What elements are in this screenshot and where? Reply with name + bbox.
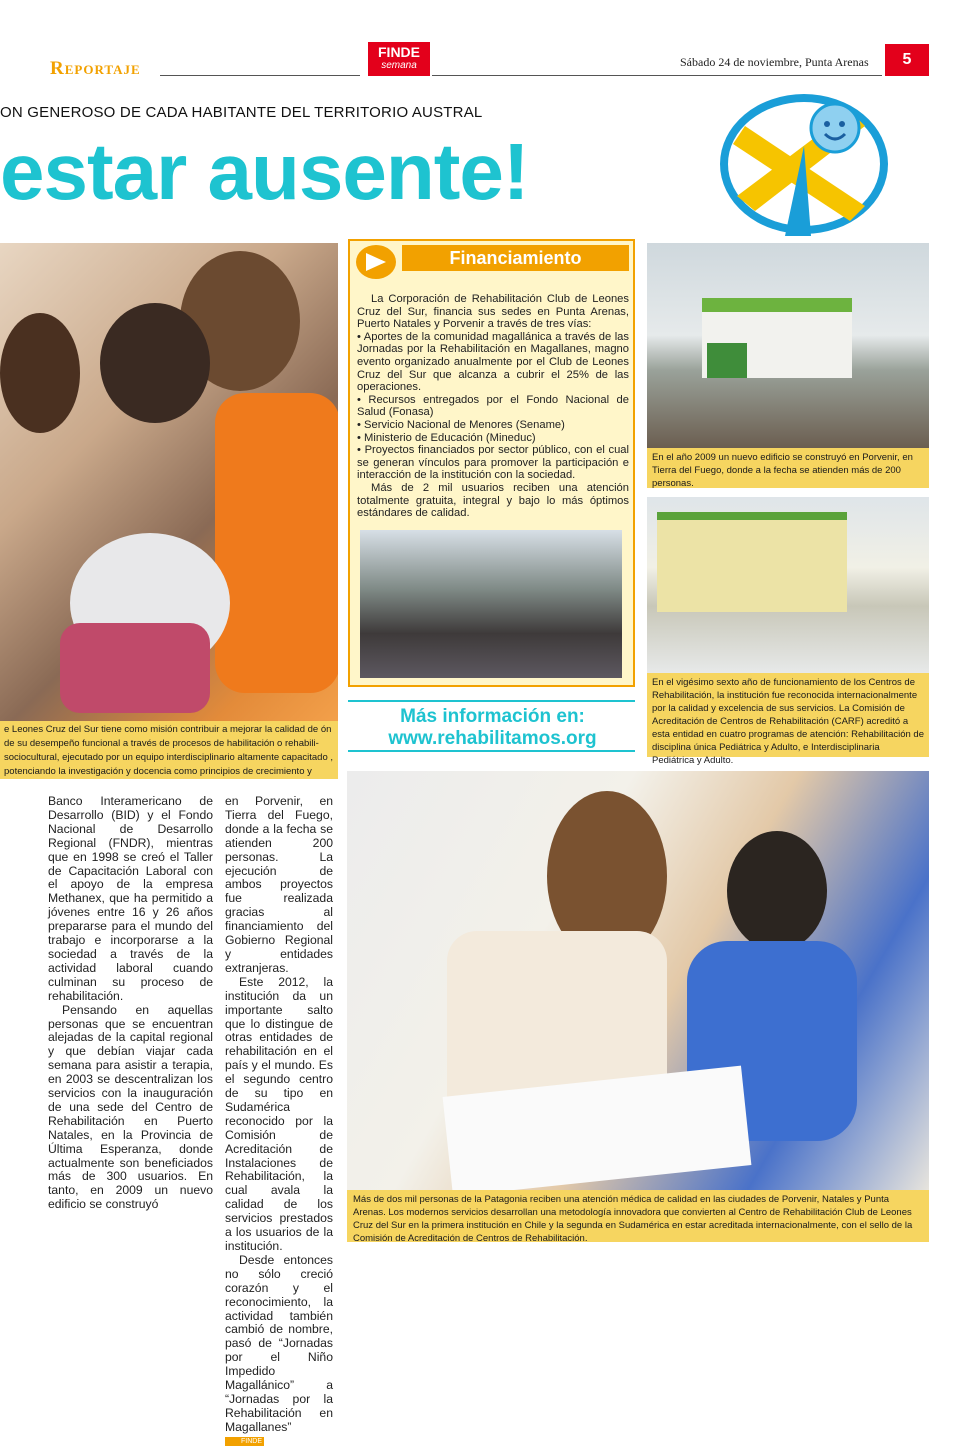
financing-bullet: • Aportes de la comunidad magallánica a través de las Jornadas por la Rehabilitación en Magallanes, magno evento organizado anualmente por el Club de Leones Cruz del Sur que alcanza a cubrir el 25% de las operaciones.: [357, 330, 629, 394]
financing-box: [348, 239, 635, 687]
financing-bullet: • Recursos entregados por el Fondo Nacional de Salud (Fonasa): [357, 393, 629, 419]
article-kicker: ON GENEROSO DE CADA HABITANTE DEL TERRITORIO AUSTRAL: [0, 104, 483, 121]
financing-bullet: • Proyectos financiados por sector público, con el cual se generan vínculos para promover la participación e interacción de la institución con la sociedad.: [357, 444, 629, 482]
porvenir-building-caption: En el año 2009 un nuevo edificio se construyó en Porvenir, en Tierra del Fuego, donde a la fecha se atienden más de 200 personas.: [647, 448, 929, 488]
header-divider-right: [432, 75, 882, 76]
brand-logo: [368, 42, 430, 76]
main-photo-caption: e Leones Cruz del Sur tiene como misión contribuir a mejorar la calidad de ón de su desempeño funcional a través de procesos de habilitación o rehabili- sociocultural, ejecutado por un equipo interdisciplinario altamente capacitado , potenciando la investigación y docencia como principios de crecimiento y: [0, 721, 338, 779]
article-paragraph: Pensando en aquellas personas que se encuentran alejadas de la capital regional y que debían viajar cada semana para asistir a terapia, en 2003 se descentralizan los servicios con la inauguración de una sede del Centro de Rehabilitación en Puerto Natales, en la Provincia de Última Esperanza, donde actualmente son beneficiados más de 300 usuarios. En tanto, en 2009 un nuevo edificio se construyó: [48, 1002, 213, 1212]
therapy-photo-caption: Más de dos mil personas de la Patagonia reciben una atención médica de calidad en las ciudades de Porvenir, Natales y Punta Arenas. Los modernos servicios desarrollan una metodología innovadora que convierten al Centro de Rehabilitación Club de Leones Cruz del Sur en la primera institución en Chile y la segunda en Sudamérica en estar acreditada internacionalmente, con el sello de la Comisión de Acreditación de Centros de Rehabilitación.: [347, 1190, 929, 1242]
group-photo: [360, 530, 622, 678]
article-paragraph: [225, 1254, 333, 1449]
article-paragraph: en Porvenir, en Tierra del Fuego, donde a la fecha se atienden 200 personas. La ejecución de ambos proyectos fue realizada gracias al financiamiento del Gobierno Regional y entidades extranjeras.: [225, 794, 333, 975]
financing-body: [357, 293, 629, 520]
porvenir-building-photo: [647, 243, 929, 448]
financing-closing: Más de 2 mil usuarios reciben una atención totalmente gratuita, integral y bajo lo más óptimos estándares de calidad.: [357, 481, 629, 520]
financing-bullet: • Servicio Nacional de Menores (Sename): [357, 418, 565, 431]
rehab-center-building-photo: [647, 497, 929, 673]
article-headline: estar ausente!: [0, 127, 529, 216]
more-info-link[interactable]: www.rehabilitamos.org: [388, 728, 597, 749]
financing-intro: La Corporación de Rehabilitación Club de Leones Cruz del Sur, financia sus sedes en Punta Arenas, Puerto Natales y Porvenir a través de tres vías:: [357, 293, 629, 331]
brand-sub: semana: [381, 60, 417, 71]
more-info: [350, 706, 635, 750]
more-info-rule-bottom: [348, 750, 635, 752]
article-column-1: [48, 795, 213, 1212]
rehabilitation-mascot-logo: [715, 86, 893, 238]
accreditation-caption: En el vigésimo sexto año de funcionamiento de los Centros de Rehabilitación, la institución fue reconocida internacionalmente por la calidad y excelencia de sus servicios. La Comisión de Acreditación de Centros de Rehabilitación (CARF) acreditó a esta entidad en cuatro programas de atención: Rehabilitación de disciplina única Pediátrica y Adulto, e Interdisciplinaria Pediátrica y Adulto.: [647, 673, 929, 757]
more-info-label: Más información en:: [400, 706, 585, 727]
article-paragraph: Este 2012, la institución da un importante salto que lo distingue de otras entidades de rehabilitación en el país y el mundo. Es el segundo centro de su tipo en Sudamérica reconocido por la Comisión de Acreditación de Instalaciones de Rehabilitación, la cual avala la calidad de los servicios prestados a los usuarios de la institución.: [225, 974, 333, 1253]
dateline: Sábado 24 de noviembre, Punta Arenas: [680, 55, 869, 69]
article-paragraph: Banco Interamericano de Desarrollo (BID) y el Fondo Nacional de Desarrollo Regional (FNDR), mientras que en 1998 se creó el Taller de Capacitación Laboral con el apoyo de la empresa Methanex, que ha permitido a jóvenes entre 16 y 26 años prepararse para el mundo del trabajo e incorporarse a la sociedad a través de la actividad laboral cuando culminan su proceso de rehabilitación.: [48, 794, 213, 1003]
article-paragraph-text: Desde entonces no sólo creció corazón y el reconocimiento, la actividad también cambió de nombre, pasó de “Jornadas por el Niño Impedido Magallánico” a “Jornadas por la Rehabilitación en Magallanes”: [225, 1252, 333, 1434]
page-number: 5: [885, 44, 929, 76]
brand-main: FINDE: [378, 44, 420, 60]
therapist-child-photo: [347, 771, 929, 1190]
more-info-rule-top: [348, 700, 635, 702]
article-column-2: [225, 795, 333, 1449]
therapy-group-photo: [0, 243, 338, 721]
section-label: Reportaje: [50, 58, 141, 79]
financing-bullet: • Ministerio de Educación (Mineduc): [357, 431, 536, 444]
header-divider: [160, 75, 360, 76]
end-mark: FINDE: [225, 1437, 264, 1446]
arrow-icon: [356, 245, 396, 279]
financing-title: Financiamiento: [402, 245, 629, 271]
